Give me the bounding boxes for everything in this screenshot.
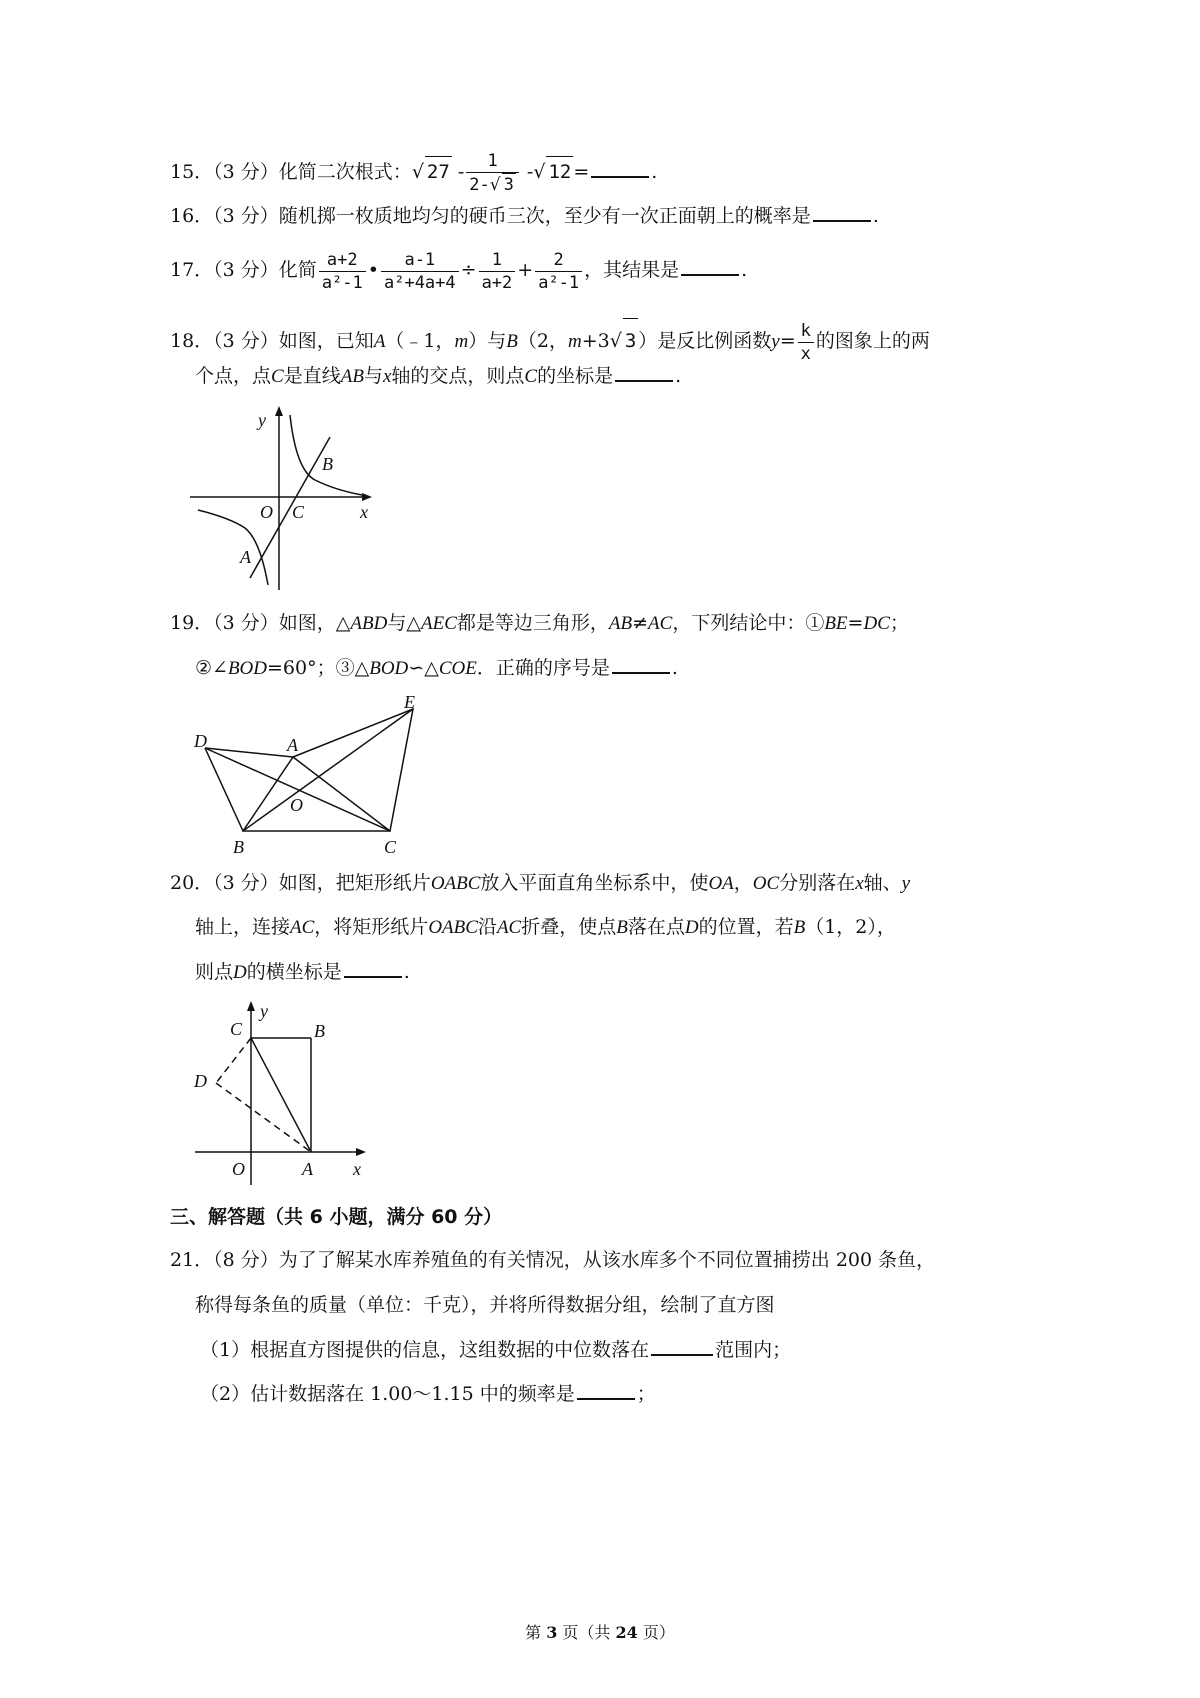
sqrt-12: 12 [546, 156, 573, 187]
question-20-line-1: 20．（3 分）如图，把矩形纸片OABC放入平面直角坐标系中，使OA，OC分别落在x轴、y [170, 872, 911, 894]
question-15: 15．（3 分）化简二次根式：√ 27 - $\frac{1}{2-√ 3}$ -√ 12 = . [170, 151, 658, 195]
question-20-line-2: 轴上，连接AC，将矩形纸片OABC沿AC折叠，使点B落在点D的位置，若B（1，2）， [195, 916, 896, 938]
question-21-part-1: （1）根据直方图提供的信息，这组数据的中位数落在 范围内； [200, 1334, 791, 1365]
svg-text:A: A [302, 1159, 313, 1179]
page-total: 24 [615, 1623, 638, 1642]
question-18-line-2: 个点，点C是直线AB与x轴的交点，则点C的坐标是 . [195, 360, 681, 392]
answer-blank-17[interactable] [681, 254, 739, 276]
svg-text:A: A [287, 735, 298, 755]
page-footer: 第 3 页（共 24 页） [525, 1623, 675, 1642]
answer-blank-19[interactable] [612, 652, 670, 674]
figure-19-triangles [190, 695, 430, 865]
svg-text:C: C [230, 1019, 243, 1039]
figure-18-hyperbola [190, 400, 390, 595]
svg-text:C: C [292, 502, 305, 522]
svg-text:D: D [194, 1071, 207, 1091]
question-21-part-2: （2）估计数据落在 1.00～1.15 中的频率是 ； [200, 1378, 656, 1409]
sqrt-27: 27 [425, 156, 452, 187]
question-20-line-3: 则点D的横坐标是 . [195, 956, 410, 988]
svg-text:C: C [384, 837, 397, 857]
answer-blank-20[interactable] [344, 956, 402, 978]
question-19-line-1: 19．（3 分）如图，△ABD与△AEC都是等边三角形，AB≠AC，下列结论中：①BE=DC； [170, 612, 909, 634]
svg-text:O: O [260, 502, 273, 522]
question-21-line-1: 21．（8 分）为了了解某水库养殖鱼的有关情况，从该水库多个不同位置捕捞出 200 条鱼， [170, 1249, 936, 1271]
question-21-line-2: 称得每条鱼的质量（单位：千克），并将所得数据分组，绘制了直方图 [195, 1294, 775, 1316]
question-18-line-1: 18．（3 分）如图，已知A（﹣1，m）与B（2，m+3√ 3 ）是反比例函数y= $\frac{k}{x}$ 的图象上的两 [170, 318, 930, 365]
answer-blank-21-1[interactable] [651, 1334, 713, 1356]
figure-20-folded-rectangle [190, 995, 380, 1190]
answer-blank-18[interactable] [615, 360, 673, 382]
svg-text:O: O [232, 1159, 245, 1179]
fraction-1: $\frac{1}{2-√ 3}$ [466, 150, 519, 196]
svg-text:y: y [260, 1001, 268, 1021]
svg-text:x: x [353, 1159, 361, 1179]
svg-text:B: B [233, 837, 244, 857]
svg-text:x: x [360, 502, 368, 522]
svg-text:B: B [322, 454, 333, 474]
svg-text:D: D [194, 731, 207, 751]
answer-blank-15[interactable] [591, 156, 649, 178]
svg-text:B: B [314, 1021, 325, 1041]
question-17: 17．（3 分）化简 $\frac{a+2}{\text{a²-1}}$ • $\frac{a-1}{\text{a²+4a+4}}$ ÷ $\frac{1}{a+2}$ + $\frac{2}{\text{a²-1}}$ ，其结果是 . [170, 249, 748, 293]
page-number: 3 [546, 1623, 558, 1642]
section-heading-3: 三、解答题（共 6 小题，满分 60 分） [170, 1206, 503, 1228]
question-16: 16．（3 分）随机掷一枚质地均匀的硬币三次，至少有一次正面朝上的概率是 . [170, 200, 879, 231]
answer-blank-16[interactable] [813, 200, 871, 222]
svg-text:E: E [404, 695, 415, 712]
answer-blank-21-2[interactable] [577, 1378, 635, 1400]
svg-text:y: y [258, 410, 266, 430]
question-19-line-2: ②∠BOD=60°；③△BOD∽△COE．正确的序号是 . [195, 652, 678, 684]
svg-text:A: A [240, 547, 251, 567]
svg-text:O: O [290, 795, 303, 815]
